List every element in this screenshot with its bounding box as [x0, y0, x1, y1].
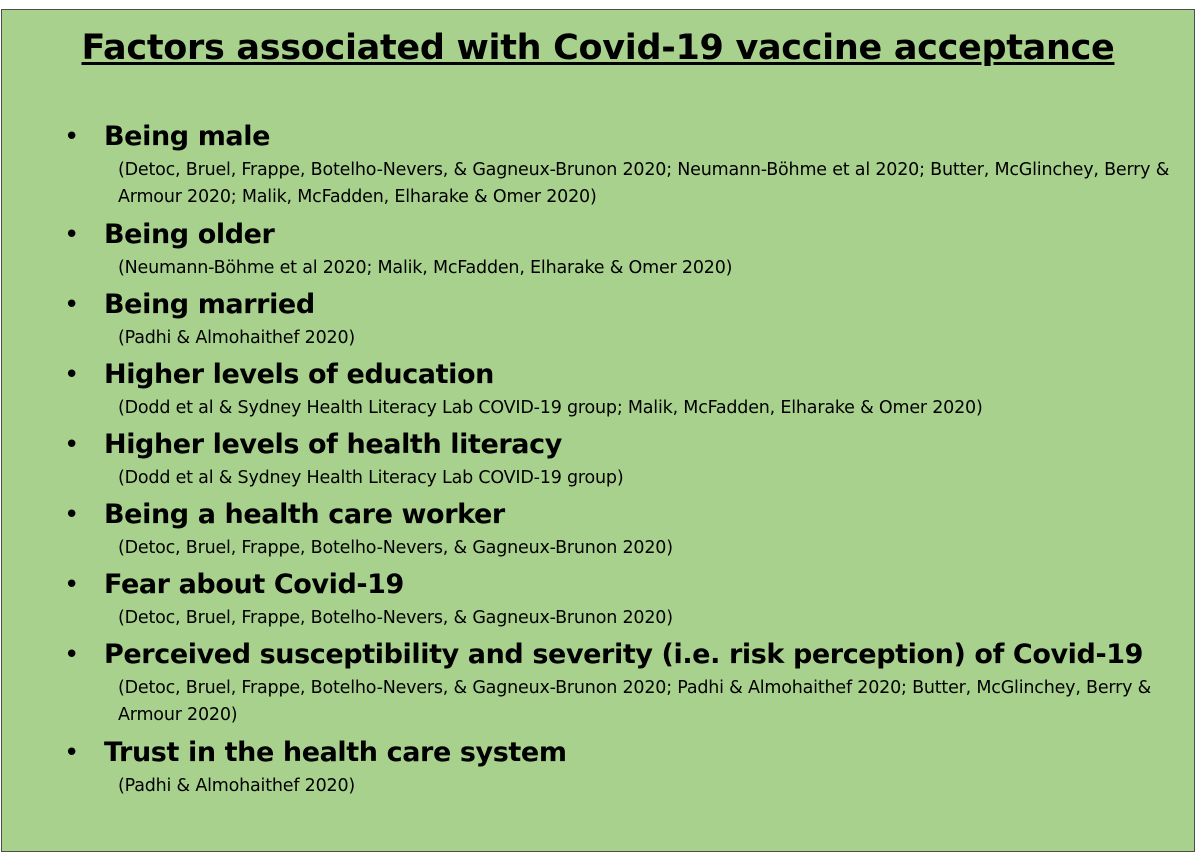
factor-citation: (Neumann-Böhme et al 2020; Malik, McFadden, Elharake & Omer 2020) — [118, 258, 733, 278]
factor-citation: (Padhi & Almohaithef 2020) — [118, 328, 356, 348]
factor-citation: (Dodd et al & Sydney Health Literacy Lab COVID-19 group; Malik, McFadden, Elharake & Omer 2020) — [118, 398, 983, 418]
factor-list — [2, 10, 1194, 851]
bullet-icon: • — [64, 220, 80, 250]
bullet-icon: • — [64, 430, 80, 460]
factor-heading: Higher levels of education — [104, 359, 494, 390]
slide-title: Factors associated with Covid-19 vaccine acceptance — [81, 28, 1115, 68]
bullet-icon: • — [64, 360, 80, 390]
factor-citation: (Detoc, Bruel, Frappe, Botelho-Nevers, & Gagneux-Brunon 2020) — [118, 538, 673, 558]
factor-heading: Being a health care worker — [104, 499, 505, 530]
factor-heading: Being married — [104, 289, 315, 320]
factor-heading: Higher levels of health literacy — [104, 429, 562, 460]
bullet-icon: • — [64, 738, 80, 768]
factor-heading: Fear about Covid-19 — [104, 569, 404, 600]
bullet-icon: • — [64, 570, 80, 600]
factor-heading: Being older — [104, 219, 275, 250]
bullet-icon: • — [64, 122, 80, 152]
factor-heading: Being male — [104, 121, 271, 152]
factor-citation: (Detoc, Bruel, Frappe, Botelho-Nevers, & Gagneux-Brunon 2020) — [118, 608, 673, 628]
factor-citation: (Padhi & Almohaithef 2020) — [118, 776, 356, 796]
factor-heading: Perceived susceptibility and severity (i.e. risk perception) of Covid-19 — [104, 639, 1144, 670]
slide-panel — [1, 9, 1195, 852]
bullet-icon: • — [64, 290, 80, 320]
factor-citation: (Detoc, Bruel, Frappe, Botelho-Nevers, & Gagneux-Brunon 2020; Neumann-Böhme et al 2020; Butter, McGlinchey, Berry & Armour 2020; Malik, McFadden, Elharake & Omer 2020) — [118, 160, 1170, 207]
factor-heading: Trust in the health care system — [104, 737, 567, 768]
bullet-icon: • — [64, 640, 80, 670]
factor-citation: (Detoc, Bruel, Frappe, Botelho-Nevers, & Gagneux-Brunon 2020; Padhi & Almohaithef 2020; Butter, McGlinchey, Berry & Armour 2020) — [118, 678, 1152, 725]
bullet-icon: • — [64, 500, 80, 530]
factor-citation: (Dodd et al & Sydney Health Literacy Lab COVID-19 group) — [118, 468, 624, 488]
